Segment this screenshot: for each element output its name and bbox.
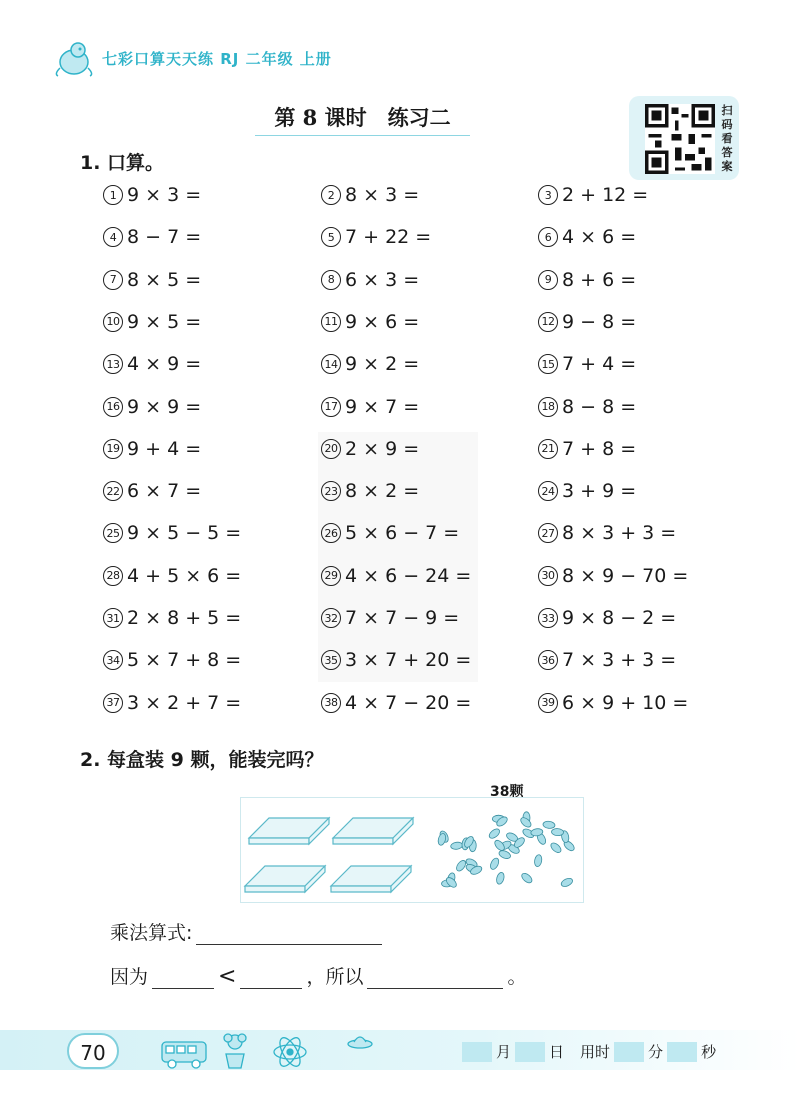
problem-number: 36 [538,650,558,670]
math-problem [538,607,676,629]
month-blank[interactable] [462,1042,492,1062]
math-problem [321,396,419,418]
problem-number: 21 [538,439,558,459]
problem-number: 32 [321,608,341,628]
problem-number: 34 [103,650,123,670]
problem-number: 33 [538,608,558,628]
math-problem [321,184,419,206]
because-blank-2[interactable] [240,966,302,989]
math-problem [321,353,419,375]
math-problem [538,692,688,714]
problem-number: 38 [321,693,341,713]
problem-expression: 4 × 7 − 20 = [345,691,472,714]
problem-expression: 9 × 3 = [127,184,202,206]
problem-number: 18 [538,397,558,417]
second-label: 秒 [701,1043,717,1061]
problem-expression: 5 × 6 − 7 = [345,522,460,545]
problem-expression: 6 × 9 + 10 = [562,691,689,714]
problem-expression: 4 × 9 = [127,353,202,376]
empty-box-icon [245,866,325,892]
problem-expression: 9 × 5 − 5 = [127,522,242,545]
formula-label: 乘法算式: [110,922,193,944]
problem-expression: 5 × 7 + 8 = [127,649,242,672]
formula-blank[interactable] [196,922,382,945]
because-label: 因为 [110,966,149,988]
page-number: 70 [67,1033,119,1069]
because-blank-1[interactable] [152,966,214,989]
problem-expression: 3 + 9 = [562,480,637,503]
problem-number: 27 [538,523,558,543]
empty-box-icon [333,818,413,844]
problem-expression: 9 × 8 − 2 = [562,607,677,629]
candy-icon [520,872,534,885]
math-problem [103,438,201,460]
boxes-and-candies-illustration [240,797,584,903]
problem-number: 20 [321,439,341,459]
problem-number: 15 [538,354,558,374]
problem-number: 9 [538,270,558,290]
math-problem [321,649,471,671]
problem-expression: 2 × 8 + 5 = [127,607,242,629]
math-problem [321,480,419,502]
candy-icon [534,854,543,867]
problem-number: 31 [103,608,123,628]
month-label: 月 [496,1043,512,1061]
ufo-icon [348,1037,372,1048]
minute-blank[interactable] [614,1042,644,1062]
section-1-heading: 1. 口算。 [80,152,165,174]
so-blank[interactable] [367,966,503,989]
problem-number: 11 [321,312,341,332]
problem-number: 25 [103,523,123,543]
candy-icon [498,849,512,860]
bus-icon [162,1042,206,1068]
problem-expression: 8 − 7 = [127,226,202,249]
problem-expression: 9 × 9 = [127,395,202,418]
math-problem [103,184,201,206]
math-problem [103,311,201,333]
problem-number: 23 [321,481,341,501]
problem-expression: 6 × 3 = [345,268,420,291]
math-problem [538,396,636,418]
background-watermark [318,432,478,682]
candy-icon [549,841,563,854]
atom-icon [274,1035,306,1070]
problem-expression: 9 − 8 = [562,310,637,333]
problem-number: 12 [538,312,558,332]
problem-number: 22 [103,481,123,501]
formula-row [110,918,386,945]
math-problem [103,480,201,502]
second-blank[interactable] [667,1042,697,1062]
math-problem [538,522,676,544]
problem-number: 17 [321,397,341,417]
math-problem [103,226,201,248]
math-problem [321,607,459,629]
problem-expression: 7 + 22 = [345,226,432,249]
candy-icon [450,841,463,850]
math-problem [103,607,241,629]
math-problem [538,353,636,375]
candy-count-label: 38颗 [490,784,524,800]
math-problem [321,522,459,544]
empty-box-icon [249,818,329,844]
footer-decorations [160,1028,390,1072]
problem-expression: 3 × 2 + 7 = [127,691,242,714]
problem-expression: 9 × 6 = [345,310,420,333]
problem-number: 35 [321,650,341,670]
title-underline [255,135,470,136]
math-problem [321,269,419,291]
problem-expression: 9 × 7 = [345,395,420,418]
qr-code-icon[interactable] [645,104,715,174]
problem-expression: 8 × 3 + 3 = [562,522,677,545]
problem-expression: 8 × 2 = [345,480,420,503]
candy-pile-icon [437,812,576,889]
problem-number: 26 [321,523,341,543]
candy-icon [560,877,574,888]
qr-caption: 扫 码 看 答 案 [721,104,733,173]
problem-expression: 7 × 7 − 9 = [345,607,460,629]
math-problem [103,353,201,375]
math-problem [321,438,419,460]
day-label: 日 [549,1043,565,1061]
problem-expression: 2 × 9 = [345,437,420,460]
qr-code-panel[interactable] [629,96,739,180]
problem-expression: 2 + 12 = [562,184,649,206]
problem-number: 39 [538,693,558,713]
lesson-title: 第 8 课时 练习二 [274,105,451,130]
date-record-row [462,1041,720,1062]
math-problem [321,226,431,248]
problem-expression: 4 × 6 = [562,226,637,249]
math-problem [538,565,688,587]
problem-number: 16 [103,397,123,417]
problem-number: 5 [321,227,341,247]
plant-icon [224,1034,246,1068]
problem-number: 10 [103,312,123,332]
math-problem [538,480,636,502]
empty-box-icon [331,866,411,892]
less-than-sign: < [218,964,237,989]
book-header [52,38,332,78]
candy-icon [455,859,468,873]
problem-expression: 7 + 8 = [562,437,637,460]
so-label: ，所以 [306,966,364,988]
problem-number: 24 [538,481,558,501]
math-problem [538,311,636,333]
candy-icon [489,857,501,871]
problem-expression: 8 − 8 = [562,395,637,418]
problem-expression: 8 × 3 = [345,184,420,206]
math-problem [103,396,201,418]
end-period: 。 [507,966,527,988]
math-problem [103,692,241,714]
problem-number: 7 [103,270,123,290]
problem-expression: 9 × 2 = [345,353,420,376]
problem-number: 13 [103,354,123,374]
book-title: 七彩口算天天练 RJ 二年级 上册 [102,49,332,68]
mascot-icon [52,38,96,78]
math-problem [103,522,241,544]
candy-icon [543,821,556,829]
problem-expression: 8 × 9 − 70 = [562,564,689,587]
problem-number: 6 [538,227,558,247]
problem-expression: 8 × 5 = [127,268,202,291]
problem-expression: 7 + 4 = [562,353,637,376]
minute-label: 分 [648,1043,664,1061]
problem-expression: 9 × 5 = [127,310,202,333]
math-problem [321,692,471,714]
problem-number: 30 [538,566,558,586]
problem-number: 8 [321,270,341,290]
math-problem [538,184,648,206]
math-problem [538,269,636,291]
problem-number: 19 [103,439,123,459]
problem-number: 28 [103,566,123,586]
problem-number: 37 [103,693,123,713]
problem-number: 4 [103,227,123,247]
problem-expression: 8 + 6 = [562,268,637,291]
problem-number: 14 [321,354,341,374]
candy-icon [495,872,505,885]
section-2-heading: 2. 每盒装 9 颗，能装完吗？ [80,749,324,771]
problem-expression: 9 + 4 = [127,437,202,460]
math-problem [321,565,471,587]
problem-expression: 6 × 7 = [127,480,202,503]
math-problem [538,649,676,671]
math-problem [103,269,201,291]
candy-icon [488,827,502,840]
problem-number: 1 [103,185,123,205]
problem-number: 3 [538,185,558,205]
problem-number: 2 [321,185,341,205]
problem-expression: 7 × 3 + 3 = [562,649,677,672]
time-used-label: 用时 [580,1043,611,1061]
problem-expression: 4 × 6 − 24 = [345,564,472,587]
math-problem [103,649,241,671]
math-problem [321,311,419,333]
math-problem [538,438,636,460]
comparison-row [110,962,526,989]
problem-number: 29 [321,566,341,586]
problem-expression: 4 + 5 × 6 = [127,564,242,587]
candy-icon [551,828,563,836]
problem-expression: 3 × 7 + 20 = [345,649,472,672]
math-problem [538,226,636,248]
math-problem [103,565,241,587]
day-blank[interactable] [515,1042,545,1062]
